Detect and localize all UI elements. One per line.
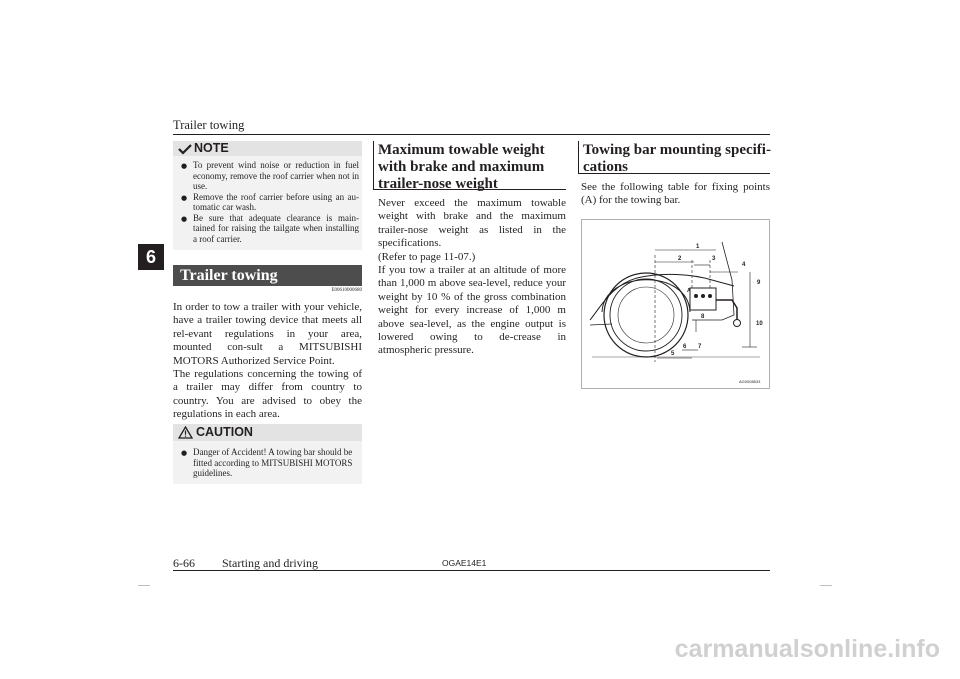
- diagram-label: 1: [696, 244, 700, 250]
- diagram-label: 10: [756, 321, 763, 327]
- checkmark-note-icon: [178, 144, 192, 155]
- caution-label: CAUTION: [196, 425, 253, 439]
- header-rule: [173, 134, 770, 135]
- diagram-label: 2: [678, 256, 682, 262]
- note-item: ● Remove the roof carrier before using an au-tomatic car wash.: [181, 191, 359, 212]
- diagram-label: 4: [742, 262, 746, 268]
- paragraph: Never exceed the maximum towable weight with brake and the maximum trailer-nose weight as listed in the specifications.: [378, 197, 566, 250]
- diagram-label: 6: [683, 344, 687, 350]
- caution-list: [181, 447, 357, 479]
- trailer-towing-body: [173, 301, 362, 422]
- caution-item: ● Danger of Accident! A towing bar should be fitted according to MITSUBISHI MOTORS guidelines.: [181, 447, 353, 478]
- diagram-label: A: [687, 288, 691, 294]
- vehicle-rear-illustration: [582, 220, 769, 388]
- diagram-label: 5: [671, 351, 675, 357]
- heading-rule-left: [578, 141, 579, 173]
- note-label: NOTE: [194, 141, 229, 155]
- paragraph: (Refer to page 11-07.): [378, 250, 476, 263]
- diagram-label: 8: [701, 314, 705, 320]
- crop-mark: [138, 585, 150, 586]
- diagram-label: 3: [712, 256, 716, 262]
- watermark: carmanualsonline.info: [674, 635, 940, 663]
- section-title: Trailer towing: [180, 267, 278, 284]
- max-weight-heading: Maximum towable weight with brake and maximum trailer-nose weight: [378, 142, 545, 192]
- towing-bar-body: See the following table for fixing points (A) for the towing bar.: [581, 181, 770, 207]
- note-item: ● To prevent wind noise or reduction in fuel economy, remove the roof carrier when not in use.: [181, 160, 359, 191]
- paragraph: The regulations concerning the towing of a trailer may differ from country to country. You are advised to obey the regulations in each area.: [173, 368, 362, 421]
- footer-section: Starting and driving: [222, 556, 318, 570]
- diagram-label: 7: [698, 344, 702, 350]
- max-weight-body: [378, 197, 566, 358]
- warning-triangle-icon: [178, 426, 193, 439]
- paragraph: In order to tow a trailer with your vehicle, have a trailer towing device that meets all rel-evant regulations in your area, mounted con-sult a MITSUBISHI MOTORS Authorized Service Point.: [173, 301, 362, 367]
- chapter-tab: 6: [138, 244, 164, 270]
- towing-bar-heading: Towing bar mounting specifi-cations: [583, 142, 771, 175]
- figure-code: AG0008633: [739, 379, 761, 384]
- running-header: Trailer towing: [173, 118, 245, 132]
- note-item: ● Be sure that adequate clearance is main-tained for raising the tailgate when installing a roof carrier.: [181, 212, 359, 244]
- paragraph: If you tow a trailer at an altitude of more than 1,000 m above sea-level, reduce your weight by 10 % of the gross combination weight for every increase of 1,000 m above sea-level, as the engine output is lowered owing to de-crease in atmospheric pressure.: [378, 264, 566, 357]
- heading-rule-left: [373, 141, 374, 189]
- diagram-label: 9: [757, 280, 761, 286]
- document-code: OGAE14E1: [442, 558, 487, 568]
- note-list: [181, 160, 359, 244]
- page-number: 6-66: [173, 556, 195, 570]
- crop-mark: [820, 585, 832, 586]
- towing-bar-diagram: [581, 219, 770, 389]
- section-code: E00610000680: [331, 288, 362, 293]
